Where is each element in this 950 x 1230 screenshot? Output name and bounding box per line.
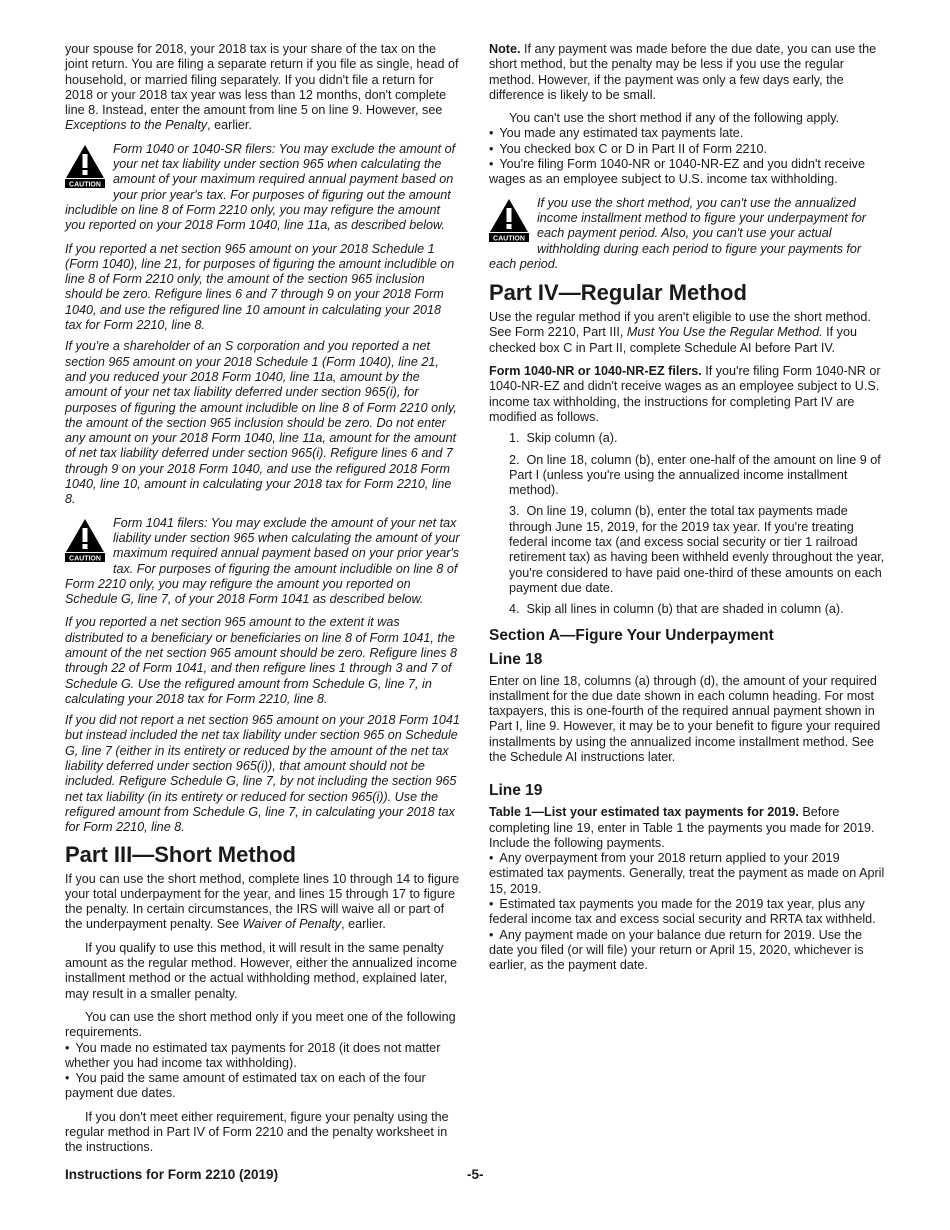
paragraph: If you reported a net section 965 amount on your 2018 Schedule 1 (Form 1040), line 21, for purposes of figuring the amount includible on line 8 of Form 2210 only, the amount of the section 965 inclusion should be zero. Refigure lines 6 and 7 through 9 on your 2018 Form 1040, and use the refigured line 10 amount in calculating your 2018 tax for Form 2210, line 8. xyxy=(65,241,455,333)
list-item: 3. On line 19, column (b), enter the total tax payments made through June 15, 2019, for the 2019 tax year. If you're treating federal income tax (and excess social security or tier 1 railroad retirement tax) as having been withheld evenly throughout the year, you're considered to have paid one-third of these amounts on each payment due date. xyxy=(509,504,885,595)
caution-label: CAUTION xyxy=(69,181,101,188)
footer-title: Instructions for Form 2210 (2019) xyxy=(65,1167,279,1182)
paragraph: Form 1040-NR or 1040-NR-EZ filers. If you're filing Form 1040-NR or 1040-NR-EZ and didn't receive wages as an employee subject to U.S. income tax withholding, the instructions for completing Part IV are modified as follows. xyxy=(489,364,881,424)
bullet-item: • You're filing Form 1040-NR or 1040-NR-EZ and you didn't receive wages as an employee subject to U.S. income tax withholding. xyxy=(489,157,885,188)
paragraph: If you reported a net section 965 amount to the extent it was distributed to a beneficiary or beneficiaries on line 8 of Form 1041, the amount of the net section 965 amount should be zero. Refigure lines 8 through 22 of Form 1041, and then refigure lines 1 through 3 and 7 of Schedule G. Use the refigured amount from Schedule G, line 7, in calculating your 2018 tax for Form 2210, line 8. xyxy=(65,615,458,706)
subsection-heading: Line 19 xyxy=(489,782,543,800)
caution-icon xyxy=(489,198,529,242)
note-paragraph: Note. If any payment was made before the due date, you can use the short method, but the penalty may be less if you use the regular method. However, if the payment was only a few days early, the difference is likely to be small. xyxy=(489,42,877,102)
bullet-item: • You paid the same amount of estimated tax on each of the four payment due dates. xyxy=(65,1071,461,1102)
paragraph: your spouse for 2018, your 2018 tax is your share of the tax on the joint return. You are filing a separate return if you file as single, head of household, or married filing separately. If you didn't file a return for 2018 or your 2018 tax year was less than 12 months, don't complete line 8. Instead, enter the amount from line 5 on line 9. However, see Exceptions to the Penalty, earlier. xyxy=(65,42,459,133)
subsection-heading: Line 18 xyxy=(489,650,543,668)
page-footer xyxy=(65,1167,885,1185)
section-heading: Part IV—Regular Method xyxy=(489,280,747,306)
bullet-item: • You checked box C or D in Part II of Form 2210. xyxy=(489,142,885,157)
bullet-item: • Any payment made on your balance due return for 2019. Use the date you filed (or will file) your return or April 15, 2020, whichever is earlier, as the payment date. xyxy=(489,928,885,974)
caution-icon xyxy=(65,144,105,188)
numbered-list xyxy=(489,431,885,617)
bullet-item: • Any overpayment from your 2018 return applied to your 2019 estimated tax payments. Generally, treat the payment as made on April 15, 2019. xyxy=(489,851,885,897)
list-item: 2. On line 18, column (b), enter one-half of the amount on line 9 of Part I (unless you're using the annualized income installment method). xyxy=(509,452,881,498)
caution-text: Form 1040 or 1040-SR filers: You may exclude the amount of your net tax liability under section 965 when calculating the amount of your maximum required annual payment based on your prior year's tax. For purposes of figuring out the amount includible on line 8 of Form 2210 only, you may refigure the amount you reported on your 2018 Form 1040, line 11a, as described below. xyxy=(65,141,456,233)
page-number: -5- xyxy=(467,1167,484,1182)
caution-label: CAUTION xyxy=(69,555,101,562)
section-heading: Part III—Short Method xyxy=(65,841,296,867)
paragraph: Table 1—List your estimated tax payments for 2019. Before completing line 19, enter in Table 1 the payments you made for 2019. Include the following payments. xyxy=(489,805,875,850)
caution-box xyxy=(65,516,461,608)
caution-text: If you use the short method, you can't use the annualized income installment method to figure your underpayment for each payment period. Also, you can't use your actual withholding during each period to figure your payments for each period. xyxy=(489,195,867,271)
subsection-heading: Section A—Figure Your Underpayment xyxy=(489,626,774,644)
paragraph: Use the regular method if you aren't eligible to use the short method. See Form 2210, Part III, Must You Use the Regular Method. If you checked box C in Part II, complete Schedule AI before Part IV. xyxy=(489,310,871,355)
caution-icon xyxy=(65,518,105,562)
caution-text: Form 1041 filers: You may exclude the amount of your net tax liability under section 965 when calculating the amount of your maximum required annual payment based on your prior year's tax. For purposes of figuring the amount includible on line 8 of Form 2210 only, you may refigure the amount you reported on Schedule G, line 7, of your 2018 Form 1041 as described below. xyxy=(65,515,460,607)
paragraph: If you can use the short method, complete lines 10 through 14 to figure your total underpayment for the year, and lines 15 through 17 to figure the penalty. In certain circumstances, the IRS will waive all or part of the underpayment penalty. See Waiver of Penalty, earlier. xyxy=(65,871,460,932)
left-column xyxy=(65,42,461,1156)
bullet-item: • You made any estimated tax payments late. xyxy=(489,126,885,141)
paragraph: If you don't meet either requirement, figure your penalty using the regular method in Part IV of Form 2210 and the penalty worksheet in the instructions. xyxy=(65,1109,449,1155)
list-item: 4. Skip all lines in column (b) that are shaded in column (a). xyxy=(509,602,844,617)
bullet-item: • You made no estimated tax payments for 2018 (it does not matter whether you had income tax withholding). xyxy=(65,1041,461,1072)
caution-label: CAUTION xyxy=(493,235,525,242)
paragraph: You can't use the short method if any of the following apply. xyxy=(509,111,840,126)
list-item: 1. Skip column (a). xyxy=(509,431,618,446)
paragraph: Enter on line 18, columns (a) through (d), the amount of your required installment for the due date shown in each column heading. For most taxpayers, this is one-fourth of the required annual payment shown in Part I, line 9. However, it may be to your benefit to figure your required installments by using the annualized income installment method. See the Schedule AI instructions later. xyxy=(489,673,881,764)
caution-box xyxy=(65,142,461,234)
paragraph: If you're a shareholder of an S corporation and you reported a net section 965 amount on your 2018 Schedule 1 (Form 1040), line 21, and you reduced your 2018 Form 1040, line 11a, amount by the amount of your net tax liability deferred under section 965(i), for purposes of figuring the amount includible on line 8 of Form 2210 only, the amount of the section 965 inclusion should be zero. Do not enter any amount on your 2018 Form 1040, line 11a, amount for the amount of net tax liability deferred under section 965(i). Refigure lines 6 and 7 through 9 on your 2018 Form 1040, and use the refigured 2018 Form 1040, line 10, amount in calculating your 2018 tax for Form 2210, line 8. xyxy=(65,339,457,507)
paragraph: If you qualify to use this method, it will result in the same penalty amount as the regular method. However, either the annualized income installment method or the actual withholding method, explained later, may result in a smaller penalty. xyxy=(65,940,458,1001)
paragraph: You can use the short method only if you meet one of the following requirements. xyxy=(65,1009,456,1040)
bullet-item: • Estimated tax payments you made for the 2019 tax year, plus any federal income tax and excess social security and RRTA tax withheld. xyxy=(489,897,885,928)
right-column xyxy=(489,42,885,974)
caution-box xyxy=(489,196,885,272)
paragraph: If you did not report a net section 965 amount on your 2018 Form 1041 but instead included the net tax liability under section 965 on Schedule G, line 7 (either in its entirety or reduced by the amount of the net tax liability deferred under section 965(i)), that amount should not be included. Refigure Schedule G, line 7, by not including the section 965 net tax liability (in its entirety or reduced for section 965(i)). Use the refigured amount from Schedule G, line 7, in calculating your 2018 tax for Form 2210, line 8. xyxy=(65,713,460,835)
